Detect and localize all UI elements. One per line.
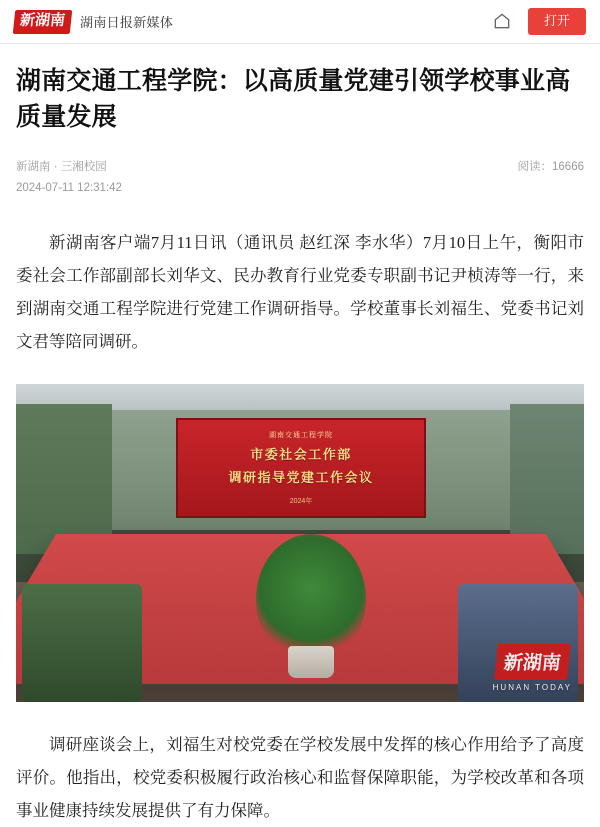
photo-led-screen bbox=[176, 418, 426, 518]
article-timestamp: 2024-07-11 12:31:42 bbox=[16, 182, 122, 195]
photo-plant bbox=[256, 534, 366, 664]
photo-screen-line1: 市委社会工作部 bbox=[250, 446, 352, 462]
home-icon[interactable] bbox=[492, 11, 512, 31]
watermark-subtitle: HUNAN TODAY bbox=[492, 682, 572, 692]
article-paragraph: 新湖南客户端7月11日讯（通讯员 赵红深 李水华）7月10日上午，衡阳市委社会工作部副部长刘华文、民办教育行业党委专职副书记尹桢涛等一行，来到湖南交通工程学院进行党建工作调研指导。学校董事长刘福生、党委书记刘文君等陪同调研。 bbox=[16, 232, 584, 351]
brand-name: 湖南日报新媒体 bbox=[80, 15, 174, 30]
top-bar bbox=[0, 0, 600, 44]
meta-left bbox=[16, 157, 122, 200]
article-paragraph: 调研座谈会上，刘福生对校党委在学校发展中发挥的核心作用给予了高度评价。他指出，校党委积极履行政治核心和监督保障职能，为学校改革和各项事业健康持续发展提供了有力保障。 bbox=[16, 734, 584, 820]
photo-screen-line2: 调研指导党建工作会议 bbox=[228, 469, 374, 485]
read-count: 阅读：16666 bbox=[517, 161, 584, 173]
photo-scene bbox=[16, 384, 584, 702]
photo-screen-header: 湖南交通工程学院 bbox=[269, 431, 333, 439]
watermark-logo: 新湖南 bbox=[494, 644, 571, 680]
open-button[interactable]: 打开 bbox=[528, 8, 586, 35]
photo-wall-right bbox=[510, 404, 584, 554]
article-photo bbox=[16, 384, 584, 702]
top-bar-actions bbox=[492, 8, 586, 35]
site-logo[interactable]: 新湖南 bbox=[13, 10, 73, 34]
photo-watermark bbox=[493, 644, 572, 692]
page-title: 湖南交通工程学院：以高质量党建引领学校事业高质量发展 bbox=[16, 68, 571, 131]
photo-plant-pot bbox=[288, 646, 334, 678]
photo-attendees-left bbox=[22, 584, 142, 702]
article-meta bbox=[16, 157, 584, 200]
article-source: 新湖南 · 三湘校园 bbox=[16, 161, 107, 173]
photo-wall-left bbox=[16, 404, 112, 554]
article-container bbox=[0, 64, 600, 827]
photo-screen-date: 2024年 bbox=[289, 497, 313, 505]
